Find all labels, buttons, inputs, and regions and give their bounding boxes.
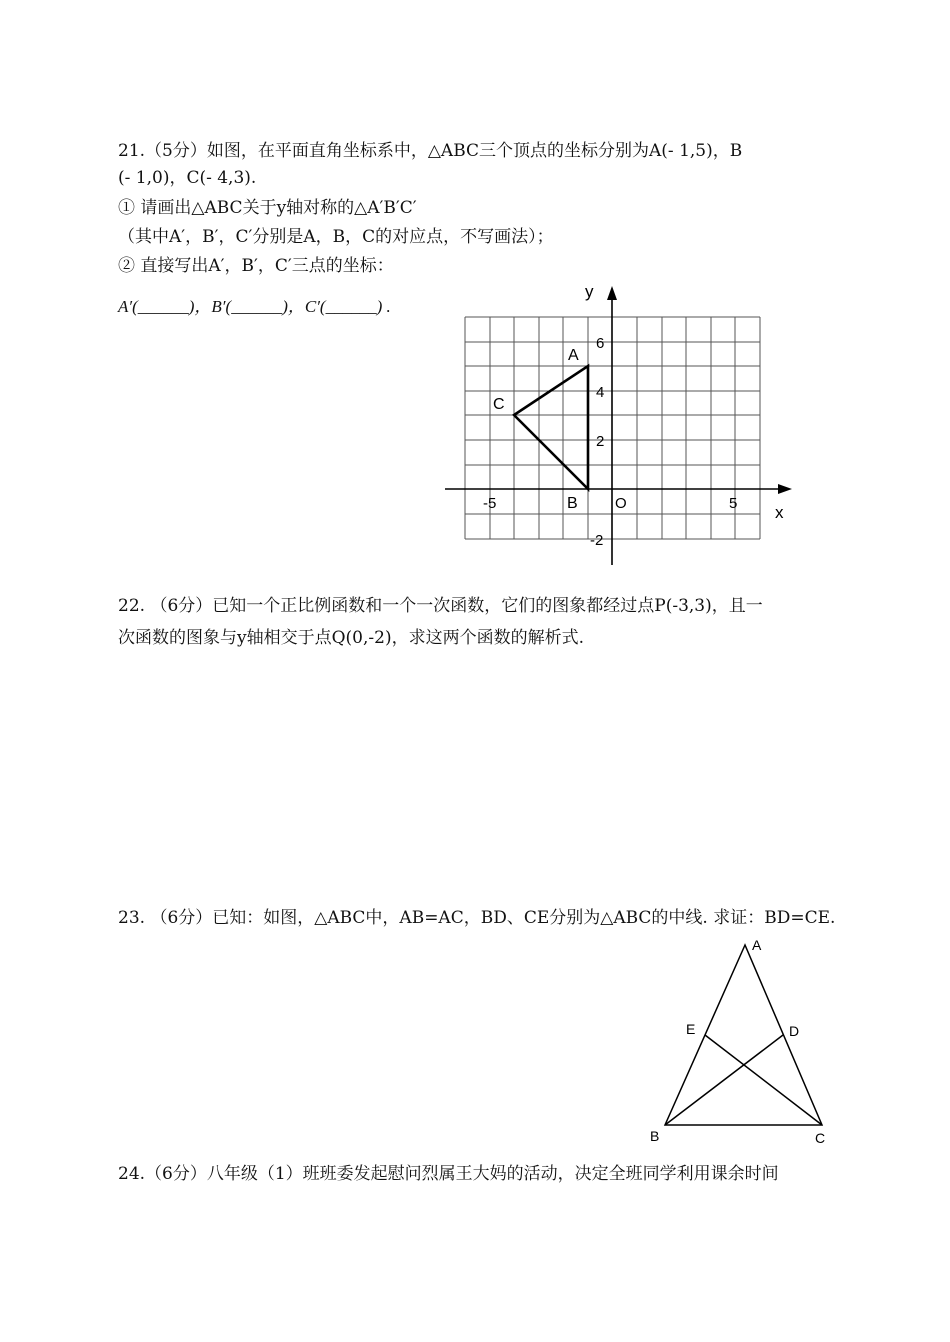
triangle-abc <box>514 366 588 489</box>
vertex-b-label: B <box>650 1128 660 1144</box>
point-d-label: D <box>789 1023 800 1039</box>
tick-x-5: 5 <box>729 495 738 512</box>
q21-answer-blanks: A′(______)，B′(______)，C′(______) . <box>118 297 391 316</box>
point-b-label: B <box>567 495 578 512</box>
x-axis-label: x <box>775 503 784 522</box>
q21-line1: 21.（5分）如图，在平面直角坐标系中，△ABC三个顶点的坐标分别为A(- 1,5)，B <box>118 141 743 161</box>
x-axis-arrow <box>778 484 792 494</box>
q21-line4: （其中A′，B′，C′分别是A，B，C的对应点，不写画法）； <box>118 227 554 247</box>
median-ce <box>705 1035 822 1125</box>
point-e-label: E <box>686 1021 696 1037</box>
q22-line1: 22. （6分）已知一个正比例函数和一个一次函数，它们的图象都经过点P(-3,3)，且一 <box>118 596 763 616</box>
tick-y-6: 6 <box>596 335 605 352</box>
tick-y-neg2: -2 <box>590 532 604 549</box>
q21-line2: (- 1,0)，C(- 4,3). <box>118 168 257 188</box>
median-bd <box>665 1035 783 1125</box>
origin-label: O <box>615 495 627 512</box>
vertex-c-label: C <box>815 1130 826 1146</box>
y-axis-arrow <box>607 286 617 300</box>
q23-line1: 23. （6分）已知：如图，△ABC中，AB=AC，BD、CE分别为△ABC的中线. 求证：BD=CE. <box>118 908 836 928</box>
q22-line2: 次函数的图象与y轴相交于点Q(0,-2)，求这两个函数的解析式. <box>118 628 584 648</box>
vertex-a-label: A <box>752 937 762 953</box>
point-c-label: C <box>493 396 505 413</box>
q21-line3: ① 请画出△ABC关于y轴对称的△A′B′C′ <box>118 198 417 218</box>
y-axis-label: y <box>585 282 594 301</box>
tick-y-2: 2 <box>596 433 605 450</box>
triangle-figure <box>640 930 840 1150</box>
tick-x-neg5: -5 <box>483 495 497 512</box>
q21-line5: ② 直接写出A′，B′，C′三点的坐标： <box>118 256 394 276</box>
tick-y-4: 4 <box>596 384 605 401</box>
point-a-label: A <box>568 347 579 364</box>
q24-line1: 24.（6分）八年级（1）班班委发起慰问烈属王大妈的活动，决定全班同学利用课余时间 <box>118 1164 779 1184</box>
coordinate-graph <box>430 280 810 570</box>
